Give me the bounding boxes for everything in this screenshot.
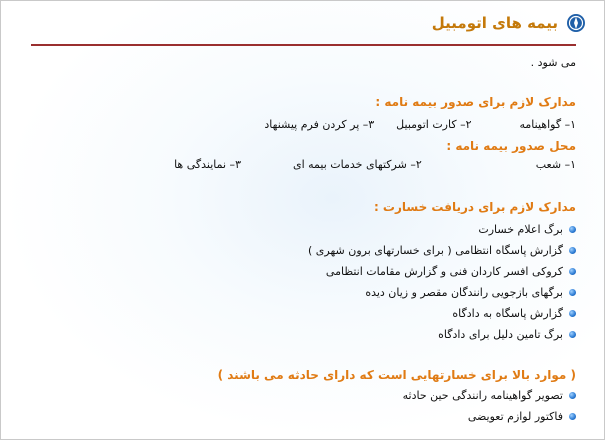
issuance-place-item: ۱– شعب — [535, 158, 576, 171]
required-doc-item: ۳– پر کردن فرم پیشنهاد — [264, 118, 375, 131]
list-item: گزارش پاسگاه انتظامی ( برای خسارتهای برون شهری ) — [308, 240, 576, 261]
issuance-place-item: ۳– نمایندگی ها — [174, 158, 241, 171]
accident-docs-list — [403, 385, 576, 427]
claim-docs-list — [308, 219, 576, 345]
insurance-logo-icon — [566, 13, 586, 33]
issuance-place-item: ۲– شرکتهای خدمات بیمه ای — [292, 158, 422, 171]
bullet-icon — [569, 226, 576, 233]
list-item: فاکتور لوازم تعویضی — [403, 406, 576, 427]
required-doc-item: ۱– گواهینامه — [519, 118, 576, 131]
list-item: برگ تامین دلیل برای دادگاه — [308, 324, 576, 345]
accident-docs-heading: ( موارد بالا برای خسارتهایی است که دارای حادثه می باشند ) — [217, 368, 576, 382]
page-header — [432, 11, 586, 35]
list-item: برگهای بازجویی رانندگان مقصر و زیان دیده — [308, 282, 576, 303]
claim-docs-heading: مدارک لازم برای دریافت خسارت : — [373, 200, 576, 214]
bullet-icon — [569, 247, 576, 254]
bullet-icon — [569, 413, 576, 420]
intro-tail-text: می شود . — [530, 56, 576, 69]
bullet-icon — [569, 392, 576, 399]
required-docs-row — [264, 118, 576, 131]
issuance-place-heading: محل صدور بیمه نامه : — [446, 139, 576, 153]
required-doc-item: ۲– کارت اتومبیل — [396, 118, 472, 131]
bullet-icon — [569, 331, 576, 338]
list-item: گزارش پاسگاه به دادگاه — [308, 303, 576, 324]
bullet-icon — [569, 310, 576, 317]
list-item: تصویر گواهینامه رانندگی حین حادثه — [403, 385, 576, 406]
page-title: بیمه های اتومبیل — [431, 14, 558, 32]
bullet-icon — [569, 268, 576, 275]
required-docs-heading: مدارک لازم برای صدور بیمه نامه : — [375, 95, 576, 109]
list-item: برگ اعلام خسارت — [308, 219, 576, 240]
title-divider — [31, 44, 576, 46]
issuance-place-row — [174, 158, 576, 171]
bullet-icon — [569, 289, 576, 296]
list-item: کروکی افسر کاردان فنی و گزارش مقامات انتظامی — [308, 261, 576, 282]
